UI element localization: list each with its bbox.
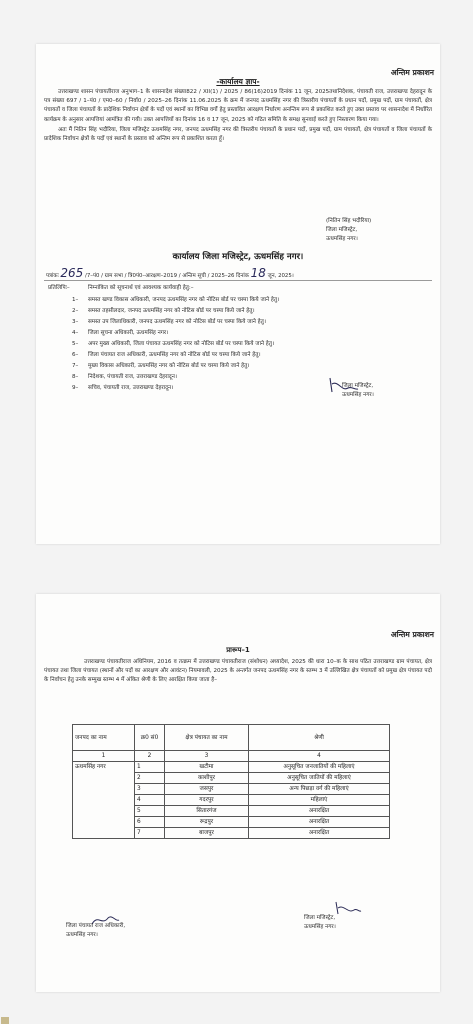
list-item: 9– सचिव, पंचायती राज, उत्तराखण्ड देहरादून। <box>72 385 174 391</box>
final-publication-tag: अन्तिम प्रकाशन <box>390 630 434 639</box>
signatory-place: ऊधमसिंह नगर। <box>66 932 98 938</box>
list-item: 1– समस्त खण्ड विकास अधिकारी, जनपद ऊधमसिंह नगर को नोटिस बोर्ड पर चस्पा किये जाने हेतु। <box>72 297 280 303</box>
list-item: 5– अपर मुख्य अधिकारी, जिला पंचायत ऊधमसिंह नगर को नोटिस बोर्ड पर चस्पा किये जाने हेतु। <box>72 341 275 347</box>
column-header: क्र0 सं0 <box>135 725 165 751</box>
table-row: 2 काशीपुर अनुसूचित जातियों की महिलाएं <box>73 773 390 784</box>
divider <box>44 280 432 281</box>
column-header: जनपद का नाम <box>73 725 135 751</box>
order-body <box>44 88 432 145</box>
signatory-title: जिला पंचायत राज अधिकारी, <box>66 923 126 929</box>
signatory-place: ऊधमसिंह नगर। <box>304 924 336 930</box>
copy-list <box>72 295 279 394</box>
signature-block-dm-page2 <box>304 914 336 932</box>
corner-mark <box>1 1017 9 1024</box>
reference-prefix: पत्रांकः <box>46 273 59 279</box>
reservation-table <box>72 724 390 839</box>
reference-middle: /7–पं0 / ग्राम सभा / त्रि0पं0–आरक्षण–2019 / अन्तिम सूची / 2025–26 दिनांक <box>85 273 249 279</box>
signature-block-dm <box>326 217 371 244</box>
office-order-heading: -कार्यालय ज्ञाप- <box>216 77 260 86</box>
table-row: 5 सितारगंज अनारक्षित <box>73 806 390 817</box>
table-row: 6 रूद्रपुर अनारक्षित <box>73 817 390 828</box>
table-row: ऊधमसिंह नगर 1 खटीमा अनुसूचित जनजातियों की महिलाएं <box>73 762 390 773</box>
order-paragraph-1: उत्तराखण्ड शासन पंचायतीराज अनुभाग–1 के शासनादेश संख्या822 / XII(1) / 2025 / 86(16)2019 दिनांक 11 जून, 2025तथानिदेशक, पंचायती राज, उत्तराखण्ड देहरादून के पत्र संख्या 697 / 1–पं0 / एम0–60 / निर्वा0 / 2025–26 दिनांक 11.06.2025 के क्रम में जनपद ऊधमसिंह नगर की त्रिस्तरीय पंचायतों के प्रधान पदों, प्रमुख पदों, ग्राम पंचायतों, क्षेत्र पंचायतों व जिला पंचायतों के प्रादेशिक निर्वाचन क्षेत्रों के पदों एवं स्थानों का विभिन्न वर्गो हेतु प्रस्तावित आरक्षण निर्धारण अनन्तिम रूप से प्रकाशित करते हुए उक्त प्रस्ताव पर शासनादेश में निर्धारित कार्यक्रम के अनुसार आपत्तियां आमंत्रित की गयी। उक्त आपत्तियों का दिनांक 16 व 17 जून, 2025 को गठित समिति के समक्ष सुनवाई करते हुए निस्तारण किया गया। <box>44 89 432 123</box>
office-heading: कार्यालय जिला मजिस्ट्रेट, ऊधमसिंह नगर। <box>172 252 304 262</box>
copy-label: प्रतिलिपिः– <box>48 285 70 291</box>
copy-intro: निम्नांकित को सूचनार्थ एवं आवश्यक कार्यवाही हेतु:– <box>88 285 194 291</box>
document-page-2 <box>36 594 440 992</box>
signature-block-dpro <box>66 922 125 940</box>
list-item: 4– जिला सूचना अधिकारी, ऊधमसिंह नगर। <box>72 330 169 336</box>
column-header: श्रेणी <box>249 725 390 751</box>
list-item: 3– समस्त उप जिलाधिकारी, जनपद ऊधमसिंह नगर को नोटिस बोर्ड पर चस्पा किये जाने हेतु। <box>72 319 266 325</box>
table-row: 4 गदरपुर महिलाएं <box>73 795 390 806</box>
signatory-title: जिला मजिस्ट्रेट, <box>342 383 374 389</box>
list-item: 6– जिला पंचायत राज अधिकारी, ऊधमसिंह नगर को नोटिस बोर्ड पर चस्पा किये जाने हेतु। <box>72 352 261 358</box>
reference-line <box>46 266 434 280</box>
signature-block-dm-copy <box>342 382 374 400</box>
handwritten-signature-icon <box>332 900 362 916</box>
signatory-place: ऊधमसिंह नगर। <box>326 236 358 242</box>
signatory-name: (नितिन सिंह भदौरिया) <box>326 218 372 224</box>
column-header: क्षेत्र पंचायत का नाम <box>165 725 249 751</box>
list-item: 7– मुख्य विकास अधिकारी, ऊधमसिंह नगर को नोटिस बोर्ड पर चस्पा किये जाने हेतु। <box>72 363 250 369</box>
reference-number: 265 <box>60 266 84 280</box>
final-publication-tag: अन्तिम प्रकाशन <box>390 68 434 77</box>
reference-day: 18 <box>250 266 266 280</box>
table-row: 3 जसपुर अन्य पिछड़ा वर्ग की महिलाएं <box>73 784 390 795</box>
signatory-place: ऊधमसिंह नगर। <box>342 392 374 398</box>
district-cell: ऊधमसिंह नगर <box>73 762 135 839</box>
draft-body <box>44 658 432 686</box>
document-page-1 <box>36 44 440 544</box>
reference-suffix: जून, 2025। <box>267 273 294 279</box>
table-header-row <box>73 725 390 751</box>
table-number-row: 1 2 3 4 <box>73 751 390 762</box>
order-paragraph-2: अतः मैं नितिन सिंह भदौरिया, जिला मजिस्ट्रेट ऊधमसिंह नगर, जनपद ऊधमसिंह नगर की त्रिस्तरीय पंचायतों के प्रधान पदों, प्रमुख पदों, ग्राम पंचायतों, क्षेत्र पंचायतों व जिला पंचायतों के प्रादेशिक निर्वाचन क्षेत्रों के पदों एवं स्थानों के प्रस्ताव को अन्तिम रूप से प्रकाशित करता हूँ। <box>44 126 432 143</box>
signatory-title: जिला मजिस्ट्रेट, <box>326 227 358 233</box>
draft-title: प्रारूप–1 <box>226 646 250 654</box>
list-item: 2– समस्त तहसीलदार, जनपद ऊधमसिंह नगर को नोटिस बोर्ड पर चस्पा किये जाने हेतु। <box>72 308 255 314</box>
draft-paragraph: उत्तराखण्ड पंचायतीराज अधिनियम, 2016 व तत्क्रम में उत्तराखण्ड पंचायतीराज (संशोधन) अध्यादेश, 2025 की धारा 10–क के साथ पठित उत्तराखण्ड ग्राम पंचायत, क्षेत्र पंचायत तथा जिला पंचायत (स्थानों और पदों का आरक्षण और आवंटन) नियमावली, 2025 के अन्तर्गत जनपद ऊधमसिंह नगर के स्तम्भ 3 में उल्लिखित क्षेत्र पंचायतों को प्रमुख क्षेत्र पंचायत पदो के निर्वाचन हेतु उनके सम्मुख स्तम्भ 4 में अंकित श्रेणी के लिए आरक्षित किया जाता है– <box>44 659 432 684</box>
table-row: 7 बाजपुर अनारक्षित <box>73 828 390 839</box>
list-item: 8– निदेशक, पंचायती राज, उत्तराखण्ड देहरादून। <box>72 374 178 380</box>
signatory-title: जिला मजिस्ट्रेट, <box>304 915 336 921</box>
